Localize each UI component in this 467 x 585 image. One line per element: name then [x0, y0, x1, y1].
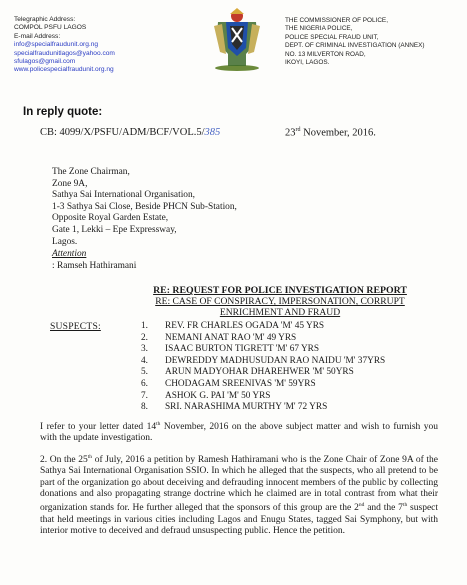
- letter-date: [285, 127, 376, 139]
- para2-sup-b: nd: [358, 502, 365, 509]
- handwritten-reference-suffix: 385: [204, 127, 221, 138]
- suspect-item: [141, 321, 385, 333]
- recipient-address: [52, 167, 237, 272]
- recipient-line: The Zone Chairman,: [52, 167, 130, 177]
- suspect-item: [141, 391, 385, 403]
- para1-text-a: I refer to your letter dated 14: [40, 422, 157, 433]
- paragraph-petition: [40, 452, 438, 537]
- suspect-number: 1.: [141, 321, 148, 331]
- suspect-number: 3.: [141, 344, 148, 355]
- letterhead-left-address: [14, 16, 164, 75]
- para1-sup: th: [156, 421, 161, 427]
- para2-sup-a: th: [87, 454, 93, 460]
- letterhead-address-line: THE NIGERIA POLICE,: [285, 25, 353, 33]
- reply-quote-label: In reply quote:: [23, 106, 103, 118]
- contact-link[interactable]: specialfraudunitlagos@yahoo.com: [14, 49, 115, 57]
- para2-text-d: suspect that held meetings in various cities including Lagos and Enugu States, tagged Sai Symphony, but with interior motive to deceived and defraud unsuspecting public. Hence the petition.: [40, 503, 439, 537]
- recipient-line: Zone 9A,: [52, 178, 88, 189]
- suspect-name: REV. FR CHARLES OGADA 'M' 45 YRS: [165, 321, 325, 331]
- recipient-line: 1-3 Sathya Sai Close, Beside PHCN Sub-Station,: [52, 201, 237, 212]
- police-crest-emblem: [208, 8, 266, 72]
- attention-label: Attention: [52, 249, 87, 260]
- date-rest: November, 2016.: [300, 127, 376, 139]
- suspect-item: [141, 333, 385, 345]
- suspect-name: ARUN MADYOHAR DHAREHWER 'M' 50YRS: [165, 367, 354, 378]
- para2-text-a: 2. On the 25: [40, 455, 88, 466]
- para2-sup-c: th: [402, 502, 408, 509]
- suspect-item: [141, 367, 385, 379]
- suspect-number: 2.: [141, 332, 148, 343]
- suspect-name: DEWREDDY MADHUSUDAN RAO NAIDU 'M' 37YRS: [165, 355, 386, 366]
- suspect-item: [141, 402, 385, 414]
- para2-text-c: and the 7: [364, 503, 403, 514]
- suspect-name: SRI. NARASHIMA MURTHY 'M' 72 YRS: [165, 402, 328, 413]
- suspect-name: ASHOK G. PAI 'M' 50 YRS: [165, 390, 271, 401]
- suspect-item: [141, 344, 385, 356]
- letterhead-address-line: DEPT. OF CRIMINAL INVESTIGATION (ANNEX): [285, 42, 425, 50]
- letterhead-address-line: THE COMMISSIONER OF POLICE,: [285, 17, 388, 24]
- letterhead-address-line: POLICE SPECIAL FRAUD UNIT,: [285, 33, 379, 41]
- para1-text-b: November, 2016 on the above subject matter and wish to furnish you with the update investigation.: [40, 422, 438, 444]
- contact-link[interactable]: www.policespecialfraudunit.org.ng: [14, 66, 114, 74]
- para2-text-b: of July, 2016 a petition by Ramesh Hathiramani who is the Zone Chair of Zone 9A of the Sathya Sai International Organisation SSIO. In which he alleged that the suspects, who all pretend to be part of the organization go about deceiving and defrauding innocent members of the public by collecting donations and also propagating strange doctrine which he claimed are in total contrast from what their organization stands for. He further alleged that the sponsors of this group are the 2: [40, 455, 438, 514]
- suspects-label: SUSPECTS:: [50, 321, 101, 332]
- letterhead-text: Telegraphic Address:: [14, 16, 76, 23]
- date-day: 23: [285, 127, 296, 139]
- subject-heading-secondary: [150, 296, 410, 318]
- suspect-number: 7.: [141, 390, 148, 401]
- letterhead-text: COMPOL PSFU LAGOS: [14, 24, 87, 32]
- subject-heading-primary: RE: REQUEST FOR POLICE INVESTIGATION REPORT: [153, 285, 407, 296]
- reference-number: [40, 127, 220, 138]
- letterhead-text: E-mail Address:: [14, 32, 61, 40]
- suspect-item: [141, 379, 385, 391]
- attention-line: [52, 249, 237, 272]
- suspect-name: CHODAGAM SREENIVAS 'M' 59YRS: [165, 378, 316, 389]
- suspect-number: 4.: [141, 355, 148, 366]
- contact-link[interactable]: info@specialfraudunit.org.ng: [14, 41, 99, 49]
- police-crest-icon: [208, 8, 266, 72]
- suspect-number: 8.: [141, 402, 148, 413]
- suspect-list: [141, 321, 385, 414]
- recipient-line: Gate 1, Lekki – Epe Expressway,: [52, 224, 177, 235]
- subject-heading-line3: ENRICHMENT AND FRAUD: [219, 307, 341, 318]
- recipient-line: Lagos.: [52, 236, 78, 247]
- recipient-line: Opposite Royal Garden Estate,: [52, 213, 169, 224]
- letterhead-address-line: NO. 13 MILVERTON ROAD,: [285, 50, 366, 58]
- subject-heading-line2: RE: CASE OF CONSPIRACY, IMPERSONATION, CORRUPT: [155, 296, 405, 307]
- suspect-name: NEMANI ANAT RAO 'M' 49 YRS: [165, 332, 297, 343]
- paragraph-reference: [40, 419, 438, 445]
- letterhead-right-address: [285, 17, 467, 67]
- letterhead-address-line: IKOYI, LAGOS.: [285, 59, 330, 67]
- suspect-number: 6.: [141, 378, 148, 389]
- recipient-line: Sathya Sai International Organisation,: [52, 190, 196, 201]
- suspect-name: ISAAC BURTON TIGRETT 'M' 67 YRS: [165, 344, 320, 355]
- reference-prefix: CB: 4099/X/PSFU/ADM/BCF/VOL.5/: [40, 127, 205, 138]
- suspect-number: 5.: [141, 367, 148, 378]
- contact-link[interactable]: sfulagos@gmail.com: [14, 58, 76, 66]
- date-suffix: rd: [295, 127, 301, 133]
- suspect-item: [141, 356, 385, 368]
- attention-name: : Ramseh Hathiramani: [52, 260, 137, 271]
